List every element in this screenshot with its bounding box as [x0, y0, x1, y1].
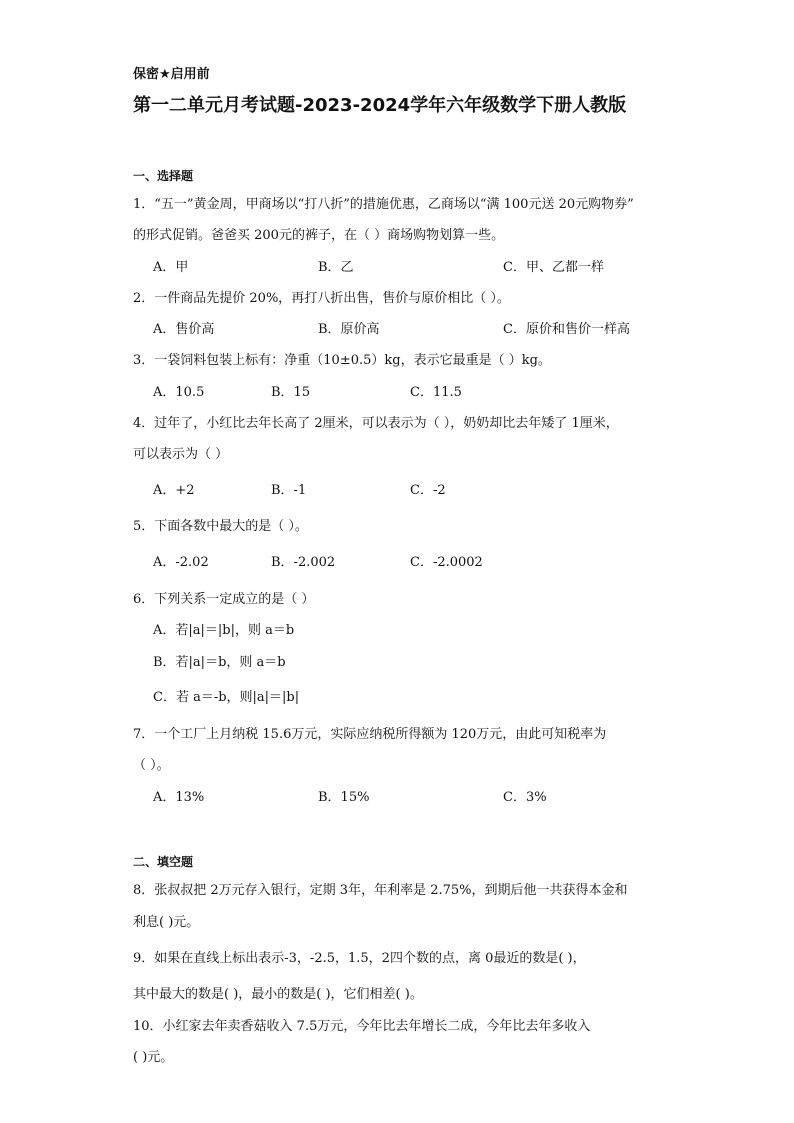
- question-6-option-a: A．若|a|＝|b|，则 a＝b: [153, 623, 295, 638]
- question-2-option-c: C．原价和售价一样高: [503, 322, 630, 337]
- question-5-option-c: C．-2.0002: [410, 555, 483, 570]
- question-5-line-1: 5．下面各数中最大的是（ ）。: [133, 519, 308, 534]
- question-5-option-b: B．-2.002: [271, 555, 336, 570]
- question-7-option-b: B．15%: [318, 790, 370, 805]
- question-2-option-b: B．原价高: [318, 322, 380, 337]
- confidential-mark: 保密★启用前: [133, 67, 210, 82]
- question-10-line-1: 10．小红家去年卖香菇收入 7.5万元，今年比去年增长二成，今年比去年多收入: [133, 1019, 591, 1034]
- question-9-line-2: 其中最大的数是( )，最小的数是( )，它们相差( )。: [133, 987, 423, 1002]
- question-6-line-1: 6．下列关系一定成立的是（ ）: [133, 592, 315, 607]
- question-9-line-1: 9．如果在直线上标出表示-3，-2.5，1.5，2四个数的点，离 0最近的数是( )，: [133, 951, 586, 966]
- question-10-line-2: ( )元。: [133, 1050, 174, 1065]
- question-3-option-c: C．11.5: [410, 385, 462, 400]
- section-heading-fill-in: 二、填空题: [133, 855, 194, 869]
- question-1-option-c: C．甲、乙都一样: [503, 260, 604, 275]
- question-6-option-c: C．若 a＝-b，则|a|＝|b|: [153, 690, 300, 705]
- page-title: 第一二单元月考试题-2023-2024学年六年级数学下册人教版: [133, 95, 627, 116]
- question-1-option-b: B．乙: [318, 260, 354, 275]
- question-3-option-b: B．15: [271, 385, 311, 400]
- question-3-option-a: A．10.5: [153, 385, 205, 400]
- question-5-option-a: A．-2.02: [153, 555, 209, 570]
- question-7-option-c: C．3%: [503, 790, 547, 805]
- question-8-line-2: 利息( )元。: [133, 915, 200, 930]
- question-4-line-2: 可以表示为（ ）: [133, 447, 229, 462]
- question-7-option-a: A．13%: [153, 790, 205, 805]
- question-8-line-1: 8．张叔叔把 2万元存入银行，定期 3年，年利率是 2.75%，到期后他一共获得本金和: [133, 883, 628, 898]
- question-2-option-a: A．售价高: [153, 322, 215, 337]
- question-4-line-1: 4．过年了，小红比去年长高了 2厘米，可以表示为（ ），奶奶却比去年矮了 1厘米，: [133, 416, 619, 431]
- question-4-option-b: B．-1: [271, 483, 307, 498]
- question-1-option-a: A．甲: [153, 260, 189, 275]
- question-1-line-1: 1．“五一”黄金周，甲商场以“打八折”的措施优惠，乙商场以“满 100元送 20元购物券”: [133, 197, 634, 212]
- question-4-option-c: C．-2: [410, 483, 446, 498]
- question-1-line-2: 的形式促销。爸爸买 200元的裤子，在（ ）商场购物划算一些。: [133, 228, 505, 243]
- question-6-option-b: B．若|a|＝b，则 a＝b: [153, 655, 286, 670]
- section-heading-choice: 一、选择题: [133, 169, 194, 183]
- question-3-line-1: 3．一袋饲料包装上标有：净重（10±0.5）kg，表示它最重是（ ）kg。: [133, 353, 551, 368]
- question-7-line-2: （ ）。: [133, 758, 170, 773]
- question-2-line-1: 2．一件商品先提价 20%，再打八折出售，售价与原价相比（ ）。: [133, 291, 510, 306]
- question-4-option-a: A．+2: [153, 483, 195, 498]
- question-7-line-1: 7．一个工厂上月纳税 15.6万元，实际应纳税所得额为 120万元，由此可知税率为: [133, 727, 607, 742]
